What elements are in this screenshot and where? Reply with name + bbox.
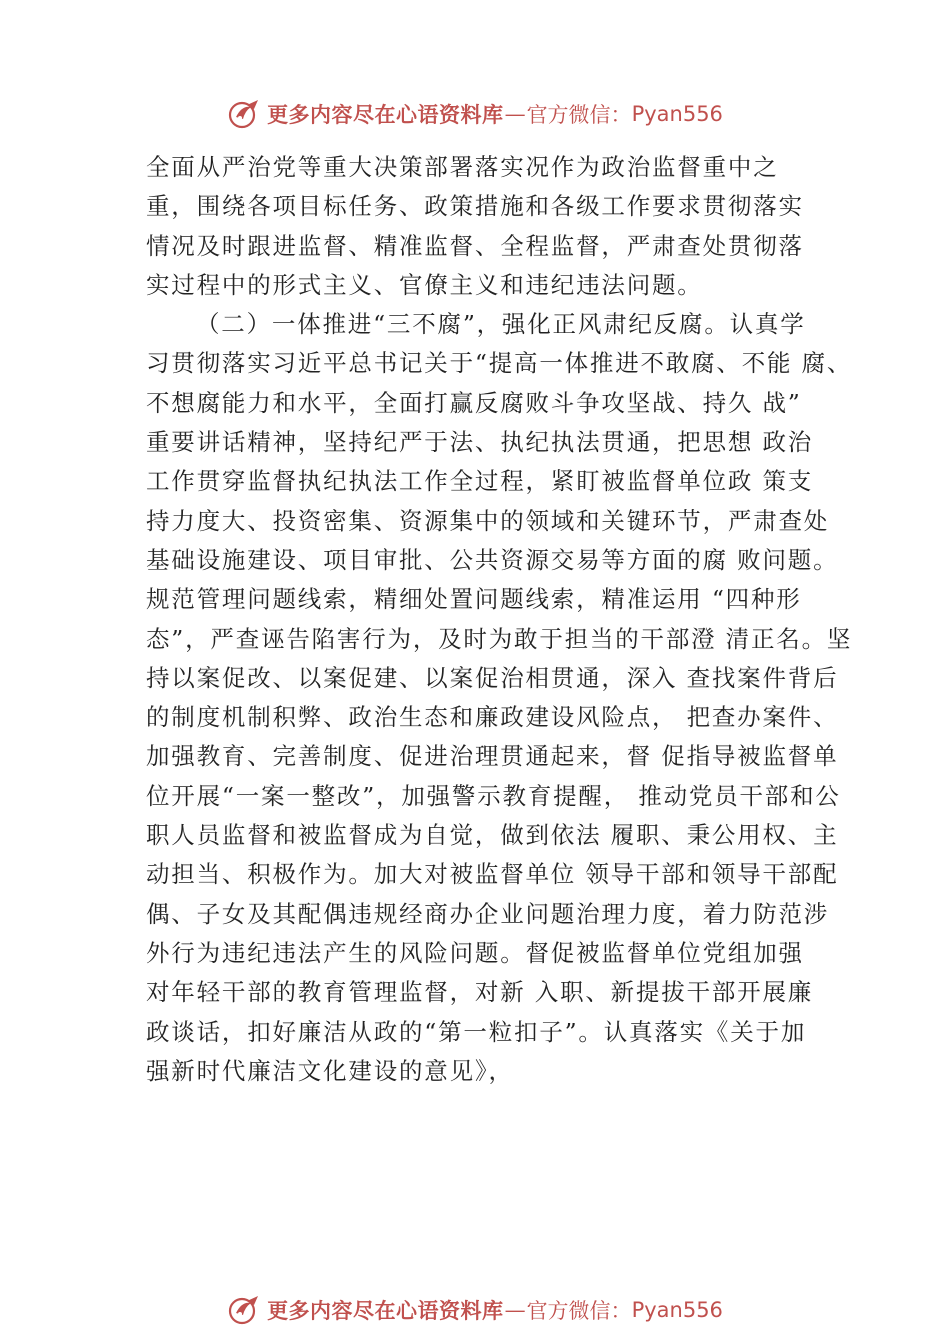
text-line: 全面从严治党等重大决策部署落实况作为政治监督重中之 [146, 153, 779, 181]
text-line: 政谈话，扣好廉洁从政的“第一粒扣子”。认真落实《关于加 [146, 1017, 807, 1046]
section-heading-line: （二）一体推进“三不腐”，强化正风肃纪反腐。认真学 [196, 310, 806, 339]
watermark-dash: — [504, 102, 526, 126]
text-line: 对年轻干部的教育管理监督，对新 入职、新提拔干部开展廉 [146, 978, 814, 1007]
watermark-contact-label: 官方微信： [526, 1299, 632, 1323]
text-line: 情况及时跟进监督、精准监督、全程监督，严肃查处贯彻落 [146, 231, 804, 260]
text-line: 偶、子女及其配偶违规经商办企业问题治理力度，着力防范涉 [146, 899, 830, 928]
text-line: 持以案促改、以案促建、以案促治相贯通，深入 查找案件背后 [146, 663, 839, 692]
text-line: 持力度大、投资密集、资源集中的领域和关键环节，严肃查处 [146, 506, 830, 535]
text-line: 动担当、积极作为。加大对被监督单位 领导干部和领导干部配 [146, 860, 839, 889]
text-line: 规范管理问题线索，精细处置问题线索，精准运用 “四种形 [146, 585, 802, 614]
text-line: 加强教育、完善制度、促进治理贯通起来，督 促指导被监督单 [146, 742, 839, 771]
watermark-account: Pyan556 [631, 1298, 723, 1322]
text-line: 工作贯穿监督执纪执法工作全过程，紧盯被监督单位政 策支 [146, 467, 814, 496]
footer-watermark [0, 1292, 950, 1328]
document-body [146, 148, 853, 1091]
text-line: 习贯彻落实习近平总书记关于“提高一体推进不敢腐、不能 腐、 [146, 349, 853, 378]
logo-icon [227, 97, 261, 131]
watermark-site-text: 更多内容尽在心语资料库 [267, 102, 504, 127]
text-line: 实过程中的形式主义、官僚主义和违纪违法问题。 [146, 270, 703, 299]
watermark-dash: — [504, 1298, 526, 1322]
watermark-site-text: 更多内容尽在心语资料库 [267, 1298, 504, 1323]
text-line: 职人员监督和被监督成为自觉，做到依法 履职、秉公用权、主 [146, 821, 839, 850]
logo-icon [227, 1293, 261, 1327]
text-line: 基础设施建设、项目审批、公共资源交易等方面的腐 败问题。 [146, 545, 839, 574]
watermark-account: Pyan556 [631, 102, 723, 126]
text-line: 不想腐能力和水平，全面打赢反腐败斗争攻坚战、持久 战” [146, 388, 802, 417]
text-line: 强新时代廉洁文化建设的意见》， [146, 1056, 514, 1085]
watermark-contact-label: 官方微信： [526, 103, 632, 127]
text-line: 的制度机制积弊、政治生态和廉政建设风险点， 把查办案件、 [146, 703, 839, 732]
text-line: 态”，严查诬告陷害行为，及时为敢于担当的干部澄 清正名。坚 [146, 624, 853, 653]
header-watermark [0, 96, 950, 132]
text-line: 外行为违纪违法产生的风险问题。督促被监督单位党组加强 [146, 938, 804, 967]
text-line: 重要讲话精神，坚持纪严于法、执纪执法贯通，把思想 政治 [146, 428, 814, 457]
text-line: 重，围绕各项目标任务、政策措施和各级工作要求贯彻落实 [146, 192, 804, 221]
text-line: 位开展“一案一整改”，加强警示教育提醒， 推动党员干部和公 [146, 781, 841, 810]
